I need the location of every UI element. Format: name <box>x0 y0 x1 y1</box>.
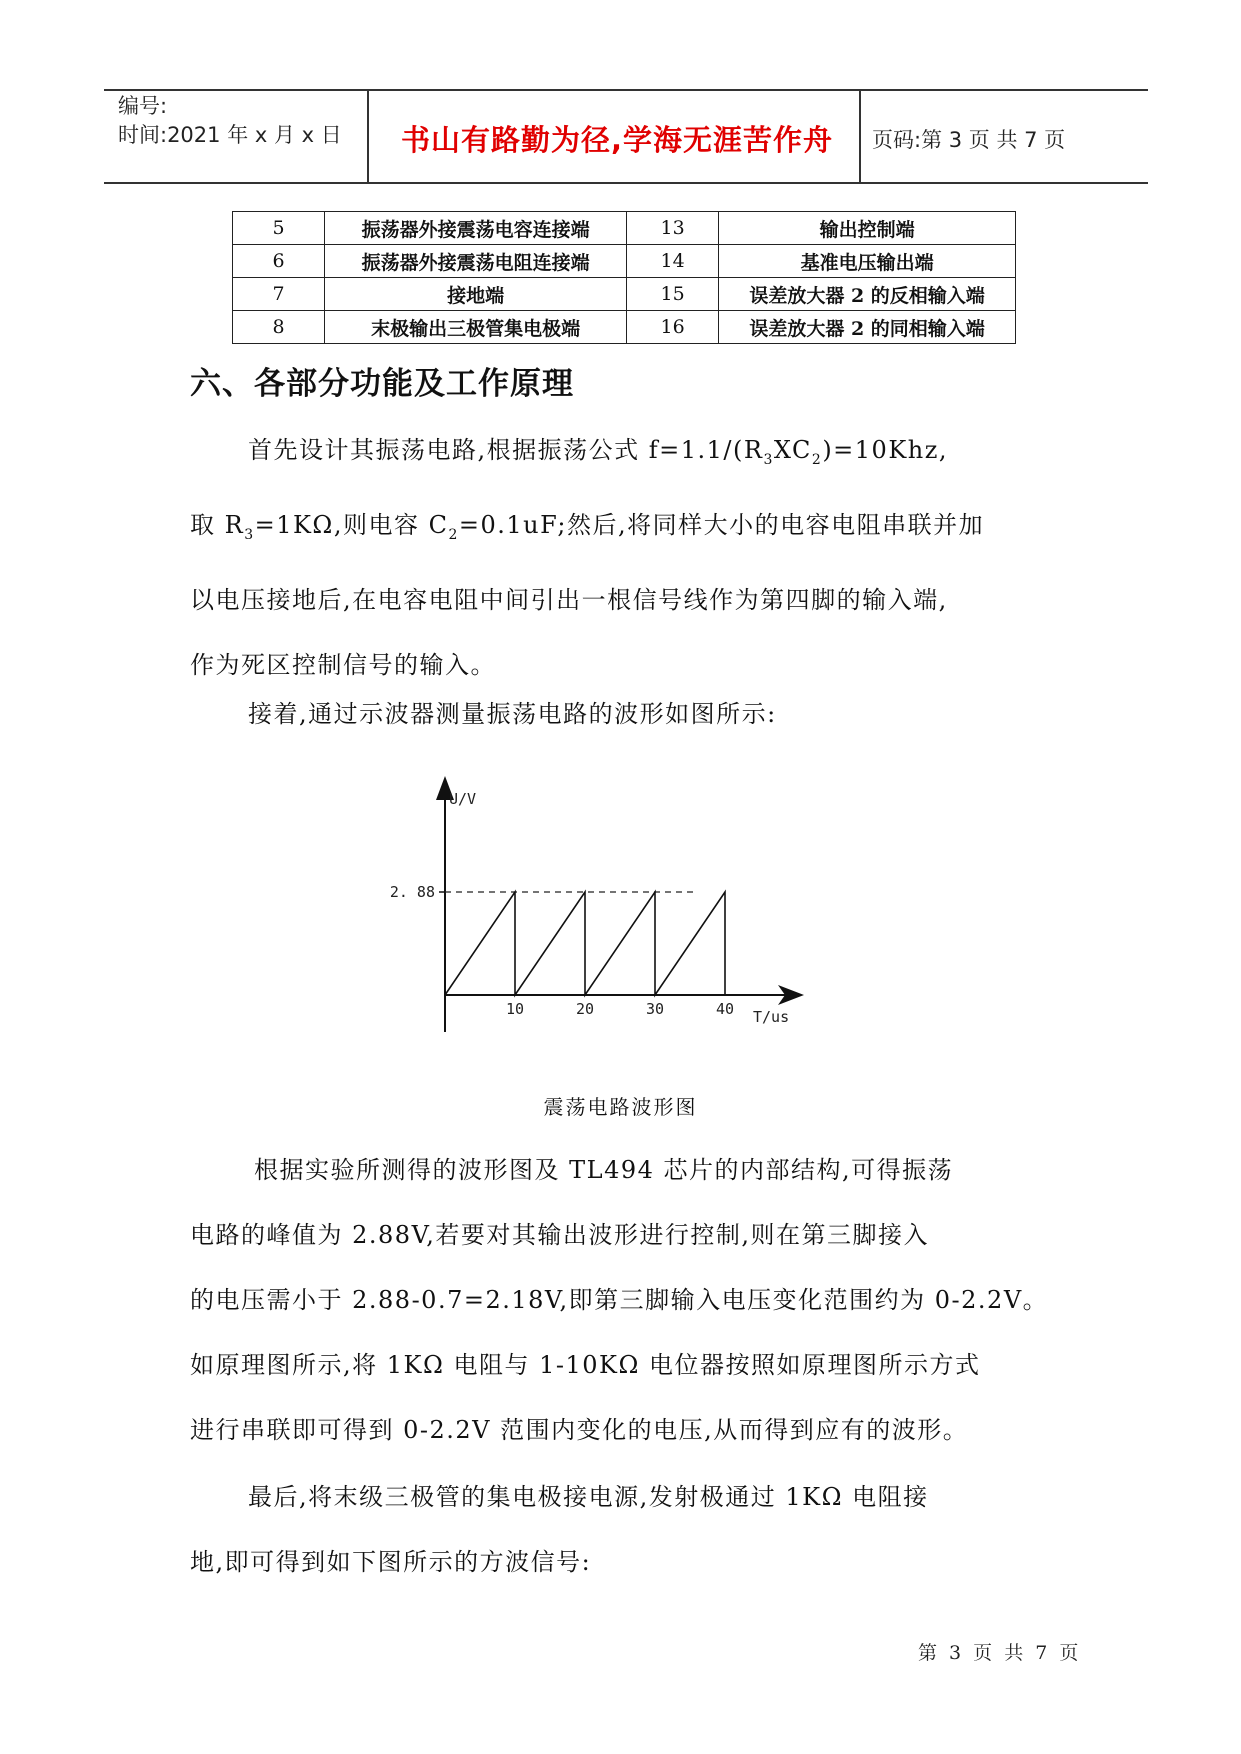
paragraph-line: 作为死区控制信号的输入。 <box>190 650 496 679</box>
paragraph-final <box>190 1465 1070 1595</box>
paragraph-line: 接着,通过示波器测量振荡电路的波形如图所示: <box>248 700 777 728</box>
section-title: 六、各部分功能及工作原理 <box>190 366 574 402</box>
figure-caption: 震荡电路波形图 <box>543 1095 698 1119</box>
table-row <box>233 278 1016 311</box>
header-bottom-rule <box>104 182 1148 184</box>
pin-number: 7 <box>233 278 325 311</box>
subscript: 3 <box>763 451 774 468</box>
pin-description: 误差放大器 2 的反相输入端 <box>719 278 1016 311</box>
pin-description: 振荡器外接震荡电阻连接端 <box>325 245 627 278</box>
paragraph-line: 最后,将末级三极管的集电极接电源,发射极通过 1KΩ 电阻接 <box>248 1483 929 1511</box>
paragraph-line <box>190 418 1070 493</box>
x-tick-label: 10 <box>505 1000 525 1018</box>
paragraph-oscillator <box>190 418 1070 698</box>
text-run: 取 R <box>190 510 245 539</box>
sawtooth-series <box>445 892 725 995</box>
pin-description: 基准电压输出端 <box>719 245 1016 278</box>
header-motto: 书山有路勤为径,学海无涯苦作舟 <box>400 123 834 157</box>
table-row <box>233 212 1016 245</box>
paragraph-line: 如原理图所示,将 1KΩ 电阻与 1-10KΩ 电位器按照如原理图所示方式 <box>190 1351 981 1379</box>
paragraph-line: 的电压需小于 2.88-0.7=2.18V,即第三脚输入电压变化范围约为 0-2.2V。 <box>190 1286 1049 1314</box>
paragraph-line: 进行串联即可得到 0-2.2V 范围内变化的电压,从而得到应有的波形。 <box>190 1416 969 1444</box>
pin-description: 误差放大器 2 的同相输入端 <box>719 311 1016 344</box>
header-top-rule <box>104 89 1148 91</box>
x-tick-label: 30 <box>645 1000 665 1018</box>
subscript: 2 <box>811 451 823 468</box>
pin-description: 末极输出三极管集电极端 <box>325 311 627 344</box>
pin-number: 16 <box>627 311 719 344</box>
x-axis-label: T/us <box>753 1008 790 1026</box>
pin-number: 8 <box>233 311 325 344</box>
paragraph-line: 地,即可得到如下图所示的方波信号: <box>190 1548 592 1576</box>
table-row <box>233 311 1016 344</box>
text-run: XC <box>773 436 812 464</box>
paragraph-line: 以电压接地后,在电容电阻中间引出一根信号线作为第四脚的输入端, <box>190 585 948 614</box>
pin-description: 振荡器外接震荡电容连接端 <box>325 212 627 245</box>
doc-number-label: 编号: <box>118 94 168 118</box>
text-run: )=10Khz, <box>822 436 948 464</box>
subscript: 3 <box>244 526 255 543</box>
pin-description: 输出控制端 <box>719 212 1016 245</box>
header-meta <box>118 92 342 150</box>
paragraph-measure <box>190 682 1070 747</box>
doc-time-label: 时间:2021 年 x 月 x 日 <box>118 123 342 147</box>
y-tick-label: 2. 88 <box>389 883 435 901</box>
table-row <box>233 245 1016 278</box>
pin-table <box>232 211 1016 344</box>
text-run: =1KΩ,则电容 C <box>254 510 449 539</box>
paragraph-line <box>190 493 1070 568</box>
header-divider-left <box>367 89 369 184</box>
text-run: =0.1uF;然后,将同样大小的电容电阻串联并加 <box>458 510 985 539</box>
pin-number: 15 <box>627 278 719 311</box>
paragraph-line: 电路的峰值为 2.88V,若要对其输出波形进行控制,则在第三脚接入 <box>190 1221 929 1249</box>
header-page-label: 页码:第 3 页 共 7 页 <box>872 128 1066 152</box>
subscript: 2 <box>448 526 459 543</box>
waveform-chart <box>380 770 820 1040</box>
x-tick-label: 20 <box>575 1000 595 1018</box>
x-tick-label: 40 <box>715 1000 735 1018</box>
paragraph-line: 根据实验所测得的波形图及 TL494 芯片的内部结构,可得振荡 <box>254 1156 954 1184</box>
y-axis-label: U/V <box>449 790 477 808</box>
page-footer: 第 3 页 共 7 页 <box>918 1642 1082 1664</box>
pin-description: 接地端 <box>325 278 627 311</box>
pin-number: 14 <box>627 245 719 278</box>
pin-number: 5 <box>233 212 325 245</box>
paragraph-analysis <box>190 1138 1070 1463</box>
pin-number: 6 <box>233 245 325 278</box>
text-run: 首先设计其振荡电路,根据振荡公式 f=1.1/(R <box>248 436 764 464</box>
pin-number: 13 <box>627 212 719 245</box>
